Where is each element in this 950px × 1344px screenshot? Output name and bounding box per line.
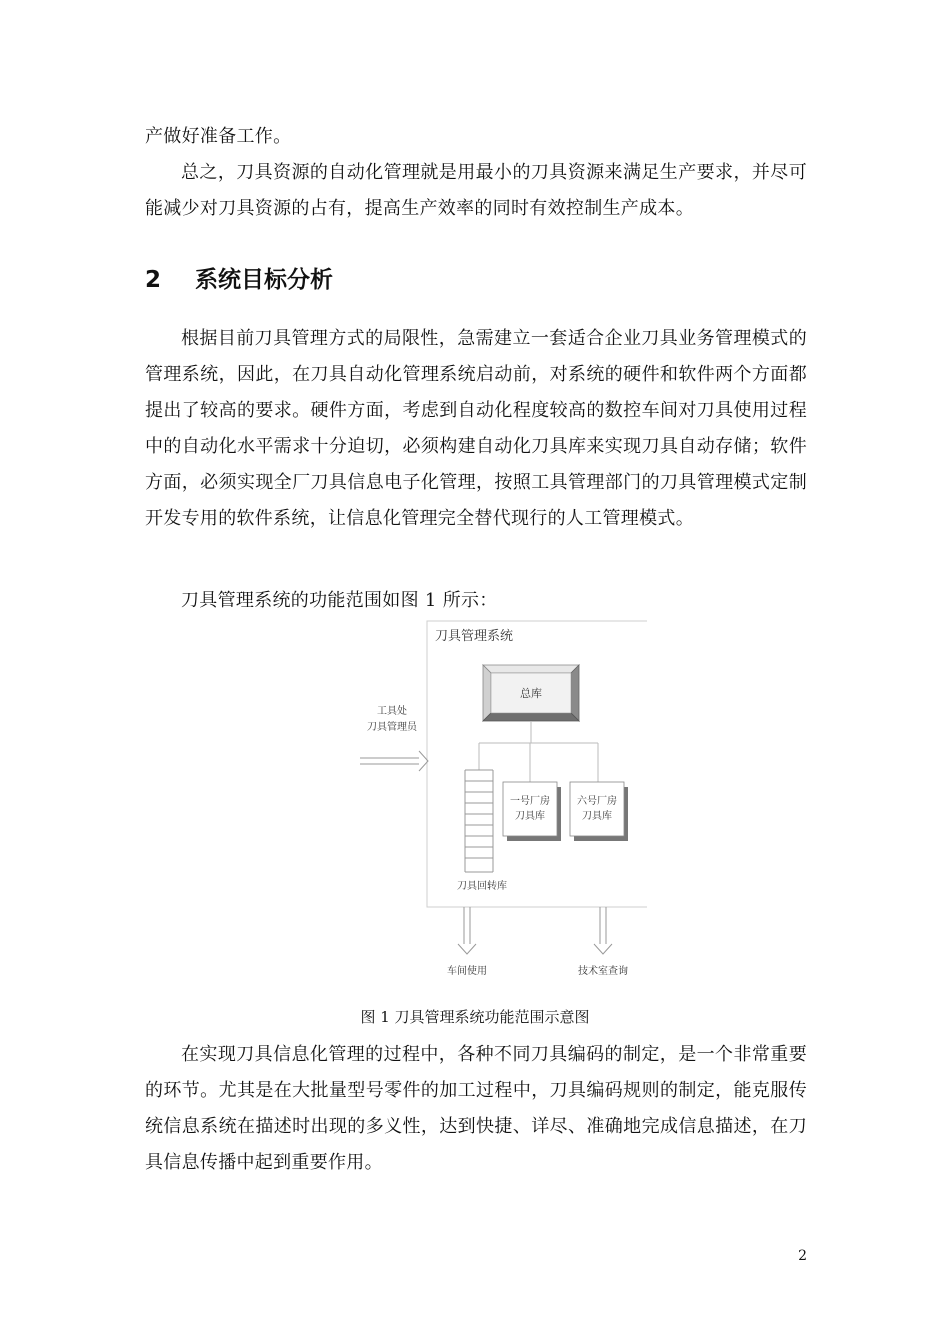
output-arrow-workshop-icon [458, 907, 476, 954]
rotary-library-label: 刀具回转库 [457, 881, 507, 892]
store6-label-line2: 刀具库 [582, 811, 612, 822]
section-number: 2 [145, 267, 162, 293]
diagram-svg [355, 618, 655, 988]
output-label-tech: 技术室查询 [578, 966, 628, 977]
paragraph-summary: 总之，刀具资源的自动化管理就是用最小的刀具资源来满足生产要求，并尽可能减少对刀具资源的占有，提高生产效率的同时有效控制生产成本。 [145, 162, 807, 219]
paragraph-figure-intro: 刀具管理系统的功能范围如图 1 所示： [181, 590, 498, 611]
figure-caption: 图 1 刀具管理系统功能范围示意图 [360, 1008, 590, 1026]
system-title-label: 刀具管理系统 [435, 629, 514, 644]
paragraph-coding: 在实现刀具信息化管理的过程中，各种不同刀具编码的制定，是一个非常重要的环节。尤其是在大批量型号零件的加工过程中，刀具编码规则的制定，能克服传统信息系统在描述时出现的多义性，达到快捷、详尽、准确地完成信息描述，在刀具信息传播中起到重要作用。 [145, 1044, 807, 1173]
output-arrow-tech-icon [594, 907, 612, 954]
store6-label-line1: 六号厂房 [577, 796, 617, 807]
section-title: 系统目标分析 [195, 267, 333, 293]
paragraph-continuation: 产做好准备工作。 [145, 126, 292, 147]
paragraph-requirements: 根据目前刀具管理方式的局限性，急需建立一套适合企业刀具业务管理模式的管理系统，因此，在刀具自动化管理系统启动前，对系统的硬件和软件两个方面都提出了较高的要求。硬件方面，考虑到自动化程度较高的数控车间对刀具使用过程中的自动化水平需求十分迫切，必须构建自动化刀具库来实现刀具自动存储；软件方面，必须实现全厂刀具信息电子化管理，按照工具管理部门的刀具管理模式定制开发专用的软件系统，让信息化管理完全替代现行的人工管理模式。 [145, 328, 807, 529]
system-function-diagram [355, 618, 655, 988]
output-label-workshop: 车间使用 [447, 966, 487, 977]
input-label-line2: 刀具管理员 [367, 722, 417, 733]
page-number: 2 [798, 1248, 807, 1264]
store1-label-line1: 一号厂房 [510, 796, 550, 807]
main-store-label: 总库 [520, 687, 542, 700]
store1-box [503, 782, 561, 841]
main-store-box [483, 665, 579, 721]
system-boundary [427, 621, 647, 907]
section-heading [145, 262, 333, 298]
store6-box [570, 782, 628, 841]
store1-label-line2: 刀具库 [515, 811, 545, 822]
rotary-library-icon [465, 770, 493, 872]
input-arrow-icon [360, 751, 428, 771]
input-label-line1: 工具处 [377, 706, 407, 717]
